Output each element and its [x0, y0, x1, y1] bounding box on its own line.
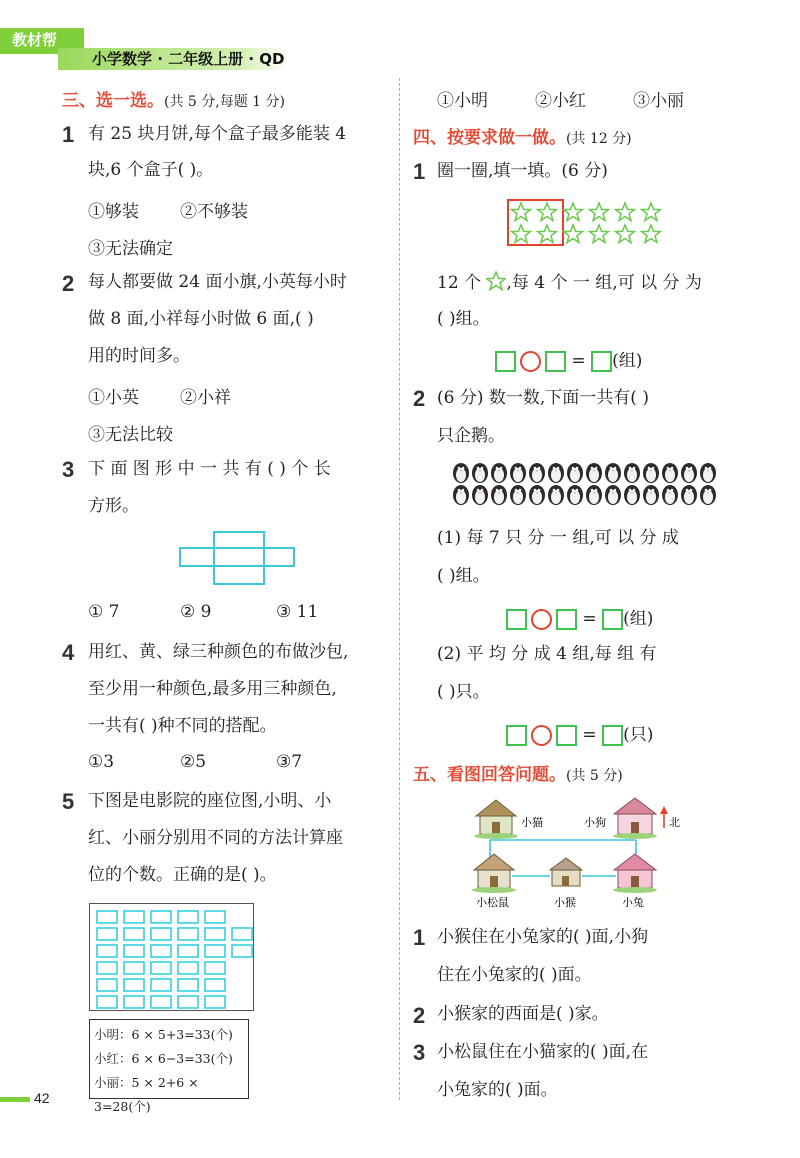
q3-2-line2: 做 8 面,小祥每小时做 6 面,( )	[88, 309, 314, 329]
q4-2-line2: 只企鹅。	[437, 426, 505, 446]
operator-circle[interactable]	[520, 351, 541, 372]
q3-3-line2: 方形。	[88, 496, 139, 516]
section4-score: (共 12 分)	[566, 131, 632, 147]
unit-label: (组)	[623, 609, 654, 629]
blank-box[interactable]	[591, 351, 612, 372]
penguin-icon	[605, 463, 621, 483]
q4-2-formula1: = (组)	[506, 604, 653, 630]
penguin-icon	[472, 485, 488, 505]
q4-1-line: 圈一圈,填一填。(6 分)	[437, 161, 608, 181]
section3-title-text: 三、选一选。	[62, 91, 164, 111]
star-icon	[642, 203, 661, 221]
blank-box[interactable]	[495, 351, 516, 372]
q3-4-opt2[interactable]: ②5	[180, 752, 207, 772]
q3-5-line2: 红、小丽分别用不同的方法计算座	[88, 828, 343, 848]
penguin-icon	[624, 463, 640, 483]
penguin-icon	[681, 463, 697, 483]
calc-xiaoming: 小明：6 × 5+3=33(个)	[94, 1027, 233, 1042]
q4-2-formula2: = (只)	[506, 720, 653, 746]
q3-2-opt3[interactable]: ③无法比较	[88, 425, 173, 445]
neighborhood-map	[466, 796, 696, 912]
star-icon	[616, 203, 635, 221]
cinema-seat-map	[89, 903, 254, 1011]
calc-box	[89, 1019, 249, 1114]
unit-label: (只)	[623, 725, 654, 745]
q3-2-line3: 用的时间多。	[88, 346, 190, 366]
q3-5-opt2[interactable]: ②小红	[535, 91, 586, 111]
penguin-icon	[529, 485, 545, 505]
penguin-icon	[681, 485, 697, 505]
penguin-icon	[624, 485, 640, 505]
cat-house-icon	[474, 800, 518, 839]
q3-4-line2: 至少用一种颜色,最多用三种颜色,	[88, 679, 337, 699]
q5-2-number: 2	[413, 1003, 426, 1028]
q3-5-number: 5	[62, 789, 75, 814]
penguin-icon	[510, 463, 526, 483]
blank-box[interactable]	[556, 725, 577, 746]
penguin-icon	[567, 485, 583, 505]
penguin-icon	[472, 463, 488, 483]
q4-1-text-row	[437, 271, 702, 293]
penguin-icon	[662, 485, 678, 505]
q4-2-number: 2	[413, 386, 426, 411]
q3-5-opt3[interactable]: ③小丽	[633, 91, 684, 111]
blank-box[interactable]	[556, 609, 577, 630]
operator-circle[interactable]	[531, 725, 552, 746]
q3-5-line1: 下图是电影院的座位图,小明、小	[88, 791, 332, 811]
star-icon	[512, 225, 531, 243]
label-rabbit: 小兔	[622, 896, 644, 909]
q5-3-line1: 小松鼠住在小猫家的( )面,在	[437, 1042, 649, 1062]
penguin-icon	[453, 463, 469, 483]
q3-4-line1: 用红、黄、绿三种颜色的布做沙包,	[88, 642, 349, 662]
section3-score: (共 5 分,每题 1 分)	[164, 94, 285, 110]
rectangle-figure	[178, 530, 298, 586]
north-arrow-icon	[660, 806, 668, 828]
q3-1-opt2[interactable]: ②不够装	[180, 202, 248, 222]
penguin-icon	[548, 485, 564, 505]
q5-3-line2: 小兔家的( )面。	[437, 1080, 558, 1100]
penguin-icon	[662, 463, 678, 483]
penguin-icon	[700, 485, 716, 505]
q3-2-opt2[interactable]: ②小祥	[180, 388, 231, 408]
q3-5-opt1[interactable]: ①小明	[437, 91, 488, 111]
penguin-icon	[567, 463, 583, 483]
q3-2-opt1[interactable]: ①小英	[88, 388, 139, 408]
label-north: 北	[669, 816, 680, 829]
blank-box[interactable]	[602, 725, 623, 746]
calc-xiaohong: 小红：6 × 6−3=33(个)	[94, 1051, 233, 1066]
penguin-icon	[529, 463, 545, 483]
section3-title	[62, 86, 285, 111]
penguin-icon	[700, 463, 716, 483]
penguin-rows	[452, 462, 722, 508]
operator-circle[interactable]	[531, 609, 552, 630]
label-dog: 小狗	[584, 816, 606, 829]
star-icon	[642, 225, 661, 243]
penguin-icon	[491, 485, 507, 505]
header-tag: 教材帮	[0, 28, 84, 54]
q5-1-line2: 住在小兔家的( )面。	[437, 965, 592, 985]
star-icon	[564, 225, 583, 243]
q5-1-line1: 小猴住在小兔家的( )面,小狗	[437, 927, 649, 947]
penguin-icon	[510, 485, 526, 505]
star-icon	[616, 225, 635, 243]
q4-1-text3: ( )组。	[437, 309, 490, 329]
q4-1-text1: 12 个	[437, 273, 482, 293]
q5-2-line: 小猴家的西面是( )家。	[437, 1004, 609, 1024]
section5-title-text: 五、看图回答问题。	[413, 765, 566, 785]
q3-3-number: 3	[62, 457, 75, 482]
q4-2-line1: (6 分) 数一数,下面一共有( )	[437, 388, 649, 408]
q3-4-opt1[interactable]: ①3	[88, 752, 115, 772]
q3-3-opt2[interactable]: ② 9	[180, 602, 212, 622]
star-icon	[486, 271, 506, 291]
star-grid	[506, 198, 666, 248]
q4-2-sub2-line1: (2) 平 均 分 成 4 组,每 组 有	[437, 644, 657, 664]
q3-3-opt3[interactable]: ③ 11	[276, 602, 319, 622]
rabbit-house-icon	[613, 854, 657, 893]
penguin-icon	[643, 463, 659, 483]
q4-1-number: 1	[413, 159, 426, 184]
star-icon	[538, 225, 557, 243]
label-squirrel: 小松鼠	[476, 896, 509, 909]
penguin-icon	[548, 463, 564, 483]
blank-box[interactable]	[506, 725, 527, 746]
blank-box[interactable]	[545, 351, 566, 372]
q3-4-line3: 一共有( )种不同的搭配。	[88, 716, 277, 736]
q3-3-opt1[interactable]: ① 7	[88, 602, 120, 622]
q3-1-line2: 块,6 个盒子( )。	[88, 160, 214, 180]
penguin-icon	[586, 485, 602, 505]
q3-5-line3: 位的个数。正确的是( )。	[88, 865, 277, 885]
blank-box[interactable]	[602, 609, 623, 630]
label-cat: 小猫	[521, 816, 543, 829]
squirrel-house-icon	[472, 854, 516, 893]
q5-1-number: 1	[413, 925, 426, 950]
penguin-icon	[491, 463, 507, 483]
star-icon	[512, 203, 531, 221]
page-number-bar	[0, 1097, 30, 1102]
star-icon	[590, 203, 609, 221]
section5-title	[413, 760, 623, 785]
q3-4-number: 4	[62, 640, 75, 665]
star-icon	[590, 225, 609, 243]
q3-1-line1: 有 25 块月饼,每个盒子最多能装 4	[88, 124, 347, 144]
page-number: 42	[34, 1090, 50, 1106]
unit-label: (组)	[612, 351, 643, 371]
penguin-icon	[643, 485, 659, 505]
section5-score: (共 5 分)	[566, 768, 623, 784]
q3-3-line1: 下 面 图 形 中 一 共 有 ( ) 个 长	[88, 459, 331, 479]
label-monkey: 小猴	[554, 896, 576, 909]
column-divider	[399, 78, 401, 1100]
q3-1-opt3[interactable]: ③无法确定	[88, 239, 173, 259]
dog-house-icon	[613, 798, 657, 839]
q4-2-sub1-line1: (1) 每 7 只 分 一 组,可 以 分 成	[437, 528, 679, 548]
q4-1-formula: = (组)	[495, 346, 642, 372]
header-title: 小学数学 · 二年级上册 · QD	[92, 50, 285, 68]
blank-box[interactable]	[506, 609, 527, 630]
q3-2-number: 2	[62, 271, 75, 296]
q5-3-number: 3	[413, 1040, 426, 1065]
penguin-icon	[453, 485, 469, 505]
star-icon	[564, 203, 583, 221]
q4-2-sub2-line2: ( )只。	[437, 682, 490, 702]
section4-title-text: 四、按要求做一做。	[413, 128, 566, 148]
q3-1-opt1[interactable]: ①够装	[88, 202, 139, 222]
star-icon	[538, 203, 557, 221]
q3-4-opt3[interactable]: ③7	[276, 752, 303, 772]
section4-title	[413, 123, 632, 148]
penguin-icon	[586, 463, 602, 483]
calc-xiaoli: 小丽：5 × 2+6 × 3=28(个)	[94, 1075, 199, 1114]
q3-2-line1: 每人都要做 24 面小旗,小英每小时	[88, 272, 347, 292]
penguin-icon	[605, 485, 621, 505]
q4-1-text2: ,每 4 个 一 组,可 以 分 为	[506, 273, 702, 293]
monkey-house-icon	[550, 858, 582, 886]
q4-2-sub1-line2: ( )组。	[437, 566, 490, 586]
q3-1-number: 1	[62, 122, 75, 147]
